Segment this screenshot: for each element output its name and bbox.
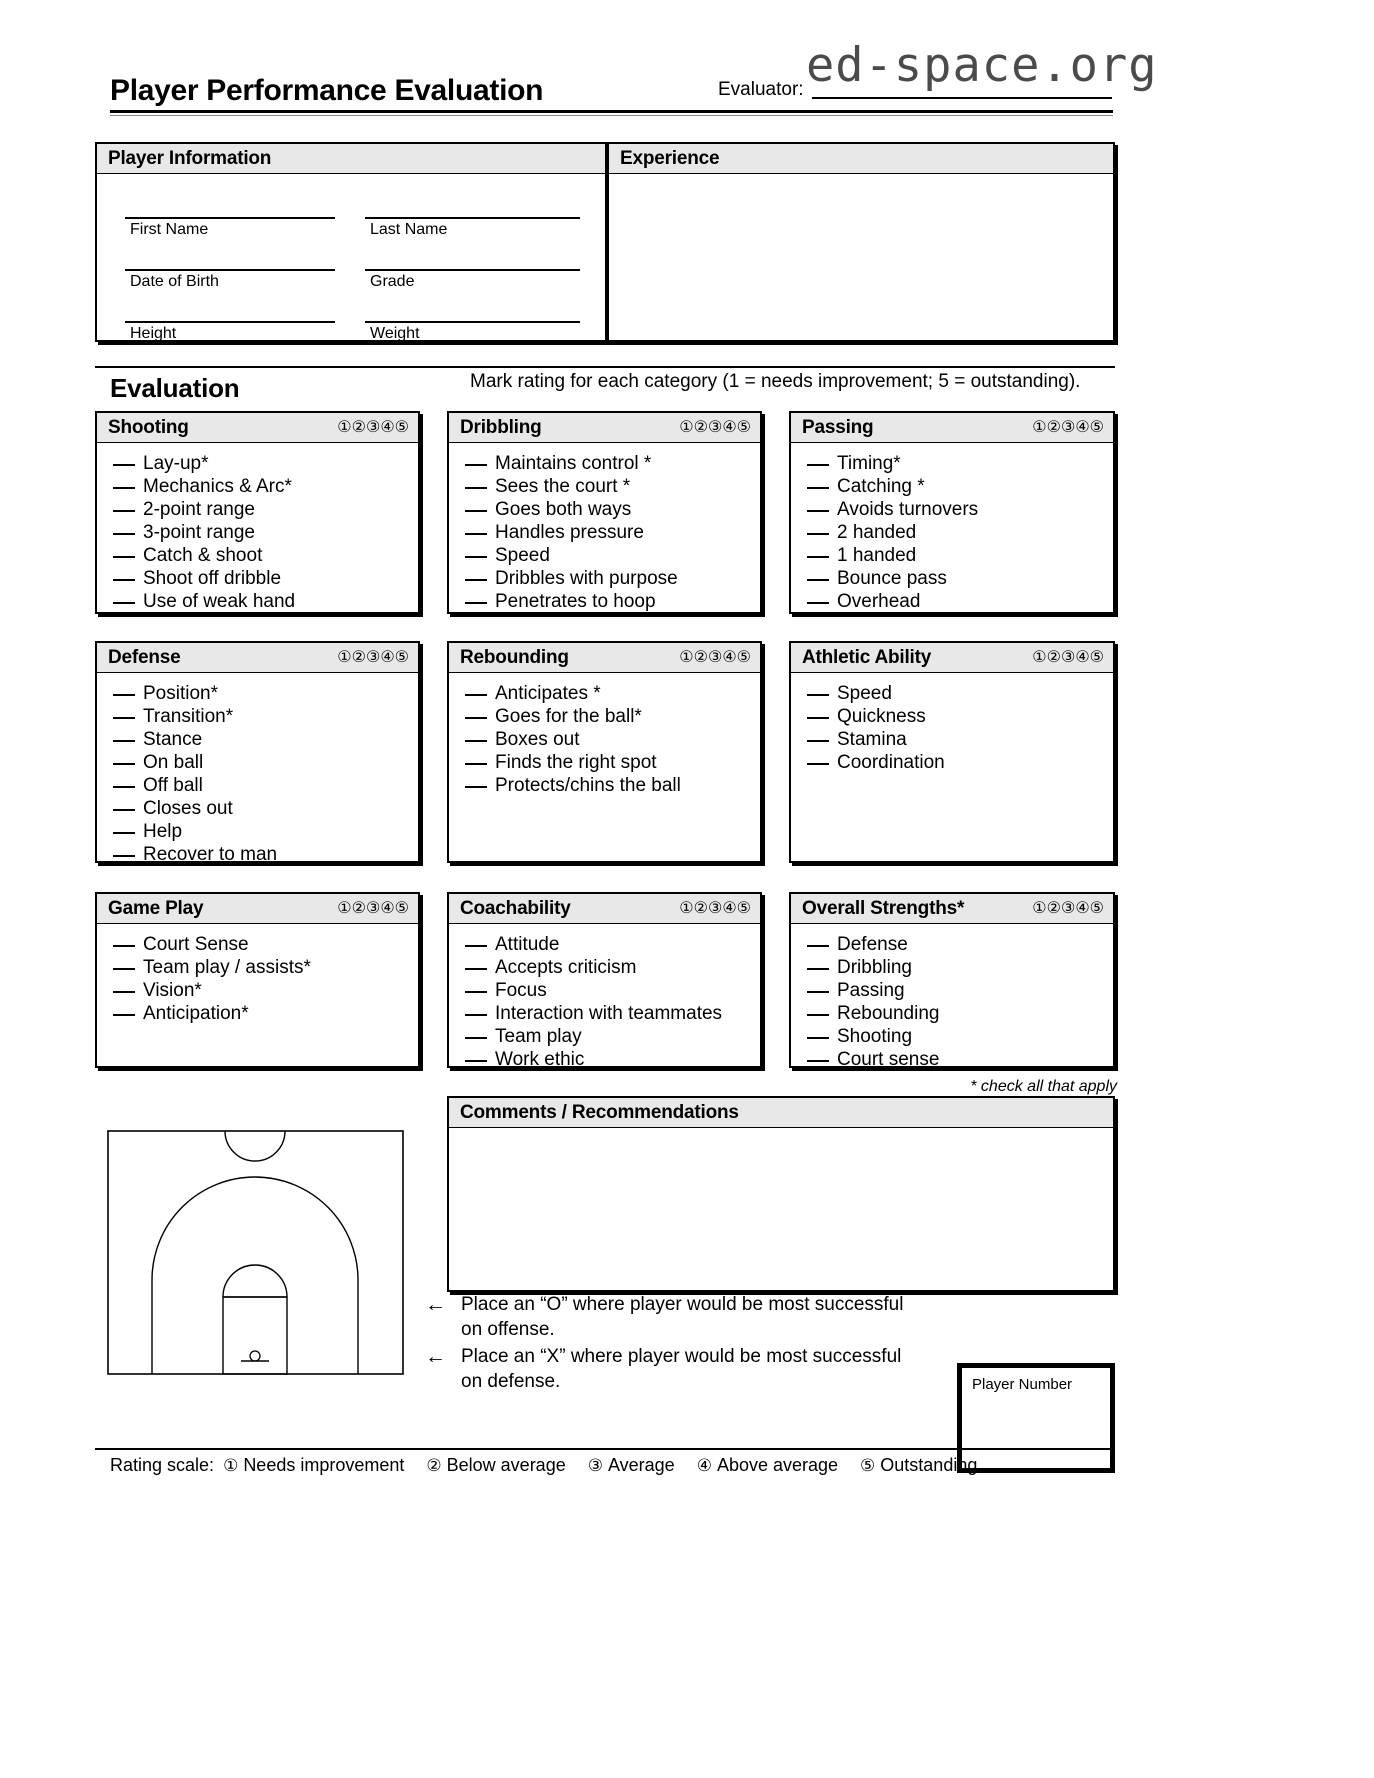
category-athletic-ability-items — [791, 673, 1113, 782]
list-item[interactable] — [791, 979, 1113, 1002]
item-label: Stamina — [837, 729, 907, 750]
item-label: 1 handed — [837, 545, 917, 566]
category-game-play-items — [97, 924, 418, 1033]
category-rebounding — [447, 641, 762, 863]
list-item[interactable] — [791, 933, 1113, 956]
field-last-name[interactable] — [365, 217, 580, 239]
rating-scale-marks[interactable]: ①②③④⑤ — [337, 418, 409, 436]
rating-blank[interactable] — [113, 487, 135, 489]
item-label: Defense — [837, 934, 908, 955]
item-label: Accepts criticism — [495, 957, 637, 978]
list-item[interactable] — [791, 498, 1113, 521]
list-item[interactable] — [97, 933, 418, 956]
list-item[interactable] — [97, 797, 418, 820]
category-dribbling-title: Dribbling — [460, 416, 542, 438]
field-first-name-label: First Name — [130, 221, 209, 238]
list-item[interactable] — [791, 544, 1113, 567]
rating-blank[interactable] — [807, 968, 829, 970]
list-item[interactable] — [791, 682, 1113, 705]
item-label: Position* — [143, 683, 218, 704]
item-label: Dribbling — [837, 957, 912, 978]
left-arrow-icon: ← — [425, 1345, 446, 1368]
court-instructions — [425, 1292, 985, 1396]
category-shooting-title: Shooting — [108, 416, 189, 438]
footer-scale-2-num: ② — [426, 1456, 442, 1475]
field-weight[interactable] — [365, 321, 580, 343]
header-divider-thin — [110, 115, 1113, 116]
item-label: Vision* — [143, 980, 202, 1001]
list-item[interactable] — [97, 979, 418, 1002]
field-date-of-birth[interactable] — [125, 269, 335, 291]
rating-blank[interactable] — [807, 1014, 829, 1016]
category-game-play-title: Game Play — [108, 897, 204, 919]
rating-blank[interactable] — [807, 510, 829, 512]
category-overall-strengths-title: Overall Strengths* — [802, 897, 965, 919]
item-label: 2-point range — [143, 499, 255, 520]
item-label: Bounce pass — [837, 568, 947, 589]
rating-blank[interactable] — [807, 464, 829, 466]
comments-write-area[interactable] — [449, 1128, 1113, 1290]
rating-scale-marks[interactable]: ①②③④⑤ — [679, 899, 751, 917]
rating-blank[interactable] — [113, 809, 135, 811]
category-game-play — [95, 892, 420, 1068]
list-item[interactable] — [97, 774, 418, 797]
rating-blank[interactable] — [465, 945, 487, 947]
rating-blank[interactable] — [807, 717, 829, 719]
rating-scale-marks[interactable]: ①②③④⑤ — [337, 648, 409, 666]
rating-blank[interactable] — [113, 556, 135, 558]
item-label: Overhead — [837, 591, 921, 612]
rating-blank[interactable] — [113, 510, 135, 512]
list-item[interactable] — [97, 498, 418, 521]
experience-title: Experience — [620, 147, 720, 169]
rating-blank[interactable] — [465, 579, 487, 581]
list-item[interactable] — [449, 521, 760, 544]
player-number-inner[interactable] — [961, 1367, 1111, 1469]
evaluation-section-title: Evaluation — [110, 373, 240, 403]
rating-blank[interactable] — [113, 740, 135, 742]
instruction-offense-line1: Place an “O” where player would be most successful — [461, 1294, 904, 1315]
list-item[interactable] — [97, 475, 418, 498]
category-shooting-items — [97, 443, 418, 621]
evaluator-label: Evaluator: — [718, 79, 804, 100]
instruction-offense-text — [461, 1292, 903, 1342]
list-item[interactable] — [97, 1002, 418, 1025]
footer-scale-2 — [426, 1455, 565, 1476]
instruction-defense-line2: on defense. — [461, 1371, 561, 1392]
item-label: Catch & shoot — [143, 545, 263, 566]
player-number-label: Player Number — [972, 1376, 1073, 1393]
rating-blank[interactable] — [465, 533, 487, 535]
list-item[interactable] — [449, 728, 760, 751]
field-date-of-birth-label: Date of Birth — [130, 273, 219, 290]
item-label: Goes both ways — [495, 499, 632, 520]
rating-blank[interactable] — [113, 786, 135, 788]
item-label: Boxes out — [495, 729, 580, 750]
item-label: Recover to man — [143, 844, 278, 865]
player-information-fields — [107, 183, 595, 341]
rating-blank[interactable] — [807, 991, 829, 993]
item-label: Shoot off dribble — [143, 568, 282, 589]
list-item[interactable] — [791, 1025, 1113, 1048]
rating-blank[interactable] — [807, 1037, 829, 1039]
list-item[interactable] — [791, 521, 1113, 544]
category-passing-items — [791, 443, 1113, 621]
footer-scale-4 — [697, 1455, 838, 1476]
list-item[interactable] — [449, 682, 760, 705]
rating-blank[interactable] — [113, 533, 135, 535]
rating-scale-marks[interactable]: ①②③④⑤ — [1032, 648, 1104, 666]
field-last-name-label: Last Name — [370, 221, 448, 238]
item-label: Use of weak hand — [143, 591, 296, 612]
instruction-offense-line2: on offense. — [461, 1319, 555, 1340]
list-item[interactable] — [449, 475, 760, 498]
rating-blank[interactable] — [113, 1014, 135, 1016]
item-label: Stance — [143, 729, 203, 750]
field-grade[interactable] — [365, 269, 580, 291]
list-item[interactable] — [791, 452, 1113, 475]
item-label: Protects/chins the ball — [495, 775, 681, 796]
list-item[interactable] — [449, 590, 760, 613]
rating-blank[interactable] — [465, 602, 487, 604]
experience-header — [609, 144, 1113, 174]
category-defense-title: Defense — [108, 646, 181, 668]
category-athletic-ability — [789, 641, 1115, 863]
rating-blank[interactable] — [465, 991, 487, 993]
item-label: Sees the court * — [495, 476, 631, 497]
list-item[interactable] — [791, 1002, 1113, 1025]
page-title: Player Performance Evaluation — [110, 74, 544, 107]
footer-scale-3 — [588, 1455, 675, 1476]
rating-blank[interactable] — [465, 464, 487, 466]
list-item[interactable] — [791, 751, 1113, 774]
item-label: Passing — [837, 980, 905, 1001]
player-information-header — [97, 144, 605, 174]
category-shooting — [95, 411, 420, 614]
rating-blank[interactable] — [113, 717, 135, 719]
category-coachability — [447, 892, 762, 1068]
comments-title: Comments / Recommendations — [460, 1101, 739, 1123]
rating-blank[interactable] — [465, 1014, 487, 1016]
rating-scale-marks[interactable]: ①②③④⑤ — [337, 899, 409, 917]
rating-blank[interactable] — [807, 602, 829, 604]
rating-blank[interactable] — [113, 832, 135, 834]
item-label: Court sense — [837, 1049, 940, 1070]
list-item[interactable] — [449, 979, 760, 1002]
footer-scale-4-num: ④ — [696, 1456, 712, 1475]
list-item[interactable] — [97, 956, 418, 979]
evaluator-input-line[interactable] — [812, 80, 1112, 99]
item-label: Lay-up* — [143, 453, 209, 474]
list-item[interactable] — [791, 728, 1113, 751]
field-height[interactable] — [125, 321, 335, 343]
field-grade-label: Grade — [370, 273, 415, 290]
experience-panel — [607, 142, 1115, 342]
rating-blank[interactable] — [807, 1060, 829, 1062]
list-item[interactable] — [97, 521, 418, 544]
list-item[interactable] — [97, 544, 418, 567]
item-label: Finds the right spot — [495, 752, 657, 773]
footer-scale-1 — [223, 1455, 404, 1476]
instruction-defense-line1: Place an “X” where player would be most successful — [461, 1346, 902, 1367]
comments-panel — [447, 1096, 1115, 1292]
item-label: Help — [143, 821, 183, 842]
category-coachability-items — [449, 924, 760, 1079]
item-label: Rebounding — [837, 1003, 940, 1024]
rating-blank[interactable] — [807, 740, 829, 742]
rating-blank[interactable] — [113, 579, 135, 581]
rating-blank[interactable] — [113, 945, 135, 947]
list-item[interactable] — [449, 567, 760, 590]
item-label: Goes for the ball* — [495, 706, 642, 727]
rating-blank[interactable] — [807, 533, 829, 535]
item-label: Focus — [495, 980, 547, 1001]
rating-blank[interactable] — [807, 579, 829, 581]
list-item[interactable] — [97, 567, 418, 590]
footer-scale-3-num: ③ — [587, 1456, 603, 1475]
rating-blank[interactable] — [807, 694, 829, 696]
list-item[interactable] — [97, 590, 418, 613]
footer-scale-3-text: Average — [607, 1455, 675, 1475]
rating-blank[interactable] — [465, 717, 487, 719]
instruction-defense — [425, 1344, 985, 1394]
rating-scale-marks[interactable]: ①②③④⑤ — [679, 418, 751, 436]
footer-scale-2-text: Below average — [446, 1455, 566, 1475]
item-label: Maintains control * — [495, 453, 652, 474]
rating-blank[interactable] — [807, 556, 829, 558]
item-label: Anticipates * — [495, 683, 601, 704]
category-defense-header — [97, 643, 418, 673]
rating-blank[interactable] — [465, 968, 487, 970]
instruction-offense — [425, 1292, 985, 1342]
list-item[interactable] — [449, 933, 760, 956]
item-label: Coordination — [837, 752, 945, 773]
item-label: 3-point range — [143, 522, 255, 543]
item-label: Attitude — [495, 934, 560, 955]
list-item[interactable] — [791, 475, 1113, 498]
footer-divider — [95, 1448, 1115, 1450]
evaluation-instruction: Mark rating for each category (1 = needs improvement; 5 = outstanding). — [470, 371, 1081, 392]
item-label: Team play — [495, 1026, 582, 1047]
rating-blank[interactable] — [113, 855, 135, 857]
category-athletic-ability-title: Athletic Ability — [802, 646, 932, 668]
item-label: Work ethic — [495, 1049, 585, 1070]
item-label: Speed — [837, 683, 892, 704]
category-rebounding-items — [449, 673, 760, 805]
item-label: Penetrates to hoop — [495, 591, 656, 612]
list-item[interactable] — [449, 452, 760, 475]
rating-blank[interactable] — [465, 763, 487, 765]
item-label: Anticipation* — [143, 1003, 249, 1024]
list-item[interactable] — [97, 705, 418, 728]
rating-blank[interactable] — [113, 464, 135, 466]
category-defense — [95, 641, 420, 863]
category-overall-strengths-items — [791, 924, 1113, 1079]
field-first-name[interactable] — [125, 217, 335, 239]
item-label: On ball — [143, 752, 204, 773]
item-label: Catching * — [837, 476, 925, 497]
item-label: Team play / assists* — [143, 957, 311, 978]
item-label: Court Sense — [143, 934, 249, 955]
instruction-defense-text — [461, 1344, 901, 1394]
list-item[interactable] — [97, 452, 418, 475]
item-label: 2 handed — [837, 522, 917, 543]
list-item[interactable] — [449, 1048, 760, 1071]
rating-blank[interactable] — [113, 968, 135, 970]
category-dribbling-header — [449, 413, 760, 443]
list-item[interactable] — [97, 728, 418, 751]
category-rebounding-title: Rebounding — [460, 646, 569, 668]
rating-scale-marks[interactable]: ①②③④⑤ — [1032, 418, 1104, 436]
player-information-panel — [95, 142, 607, 342]
footer-rating-scale — [110, 1455, 1120, 1476]
rating-blank[interactable] — [113, 991, 135, 993]
rating-scale-marks[interactable]: ①②③④⑤ — [679, 648, 751, 666]
list-item[interactable] — [449, 544, 760, 567]
item-label: Avoids turnovers — [837, 499, 979, 520]
rating-blank[interactable] — [465, 556, 487, 558]
rating-blank[interactable] — [465, 487, 487, 489]
category-coachability-title: Coachability — [460, 897, 571, 919]
category-passing — [789, 411, 1115, 614]
rating-blank[interactable] — [807, 487, 829, 489]
list-item[interactable] — [449, 751, 760, 774]
header-divider — [110, 110, 1113, 113]
footer-scale-4-text: Above average — [716, 1455, 839, 1475]
rating-blank[interactable] — [113, 763, 135, 765]
list-item[interactable] — [449, 1025, 760, 1048]
category-dribbling-items — [449, 443, 760, 621]
rating-blank[interactable] — [113, 694, 135, 696]
footer-scale-5-num: ⑤ — [860, 1456, 876, 1475]
category-overall-strengths — [789, 892, 1115, 1068]
field-height-label: Height — [130, 325, 177, 342]
rating-blank[interactable] — [465, 740, 487, 742]
footer-scale-1-text: Needs improvement — [243, 1455, 405, 1475]
category-athletic-ability-header — [791, 643, 1113, 673]
list-item[interactable] — [449, 705, 760, 728]
item-label: Transition* — [143, 706, 234, 727]
item-label: Off ball — [143, 775, 203, 796]
site-watermark: ed-space.org — [806, 38, 1158, 93]
category-dribbling — [447, 411, 762, 614]
left-arrow-icon: ← — [425, 1293, 446, 1316]
experience-write-area[interactable] — [609, 174, 1113, 340]
asterisk-footnote: * check all that apply — [970, 1078, 1117, 1095]
rating-blank[interactable] — [807, 945, 829, 947]
list-item[interactable] — [97, 843, 418, 866]
category-rebounding-header — [449, 643, 760, 673]
player-information-title: Player Information — [108, 147, 272, 169]
list-item[interactable] — [449, 774, 760, 797]
list-item[interactable] — [449, 1002, 760, 1025]
item-label: Timing* — [837, 453, 901, 474]
player-information-body — [97, 174, 605, 347]
rating-scale-marks[interactable]: ①②③④⑤ — [1032, 899, 1104, 917]
item-label: Interaction with teammates — [495, 1003, 723, 1024]
rating-blank[interactable] — [807, 763, 829, 765]
list-item[interactable] — [449, 498, 760, 521]
rating-blank[interactable] — [465, 786, 487, 788]
rating-blank[interactable] — [465, 510, 487, 512]
list-item[interactable] — [97, 751, 418, 774]
footer-scale-5 — [860, 1455, 977, 1476]
list-item[interactable] — [791, 705, 1113, 728]
category-coachability-header — [449, 894, 760, 924]
item-label: Speed — [495, 545, 550, 566]
list-item[interactable] — [791, 1048, 1113, 1071]
category-defense-items — [97, 673, 418, 874]
list-item[interactable] — [791, 567, 1113, 590]
basketball-court-diagram[interactable] — [107, 1130, 404, 1375]
item-label: Quickness — [837, 706, 926, 727]
item-label: Handles pressure — [495, 522, 644, 543]
category-overall-strengths-header — [791, 894, 1113, 924]
category-passing-header — [791, 413, 1113, 443]
comments-header — [449, 1098, 1113, 1128]
rating-blank[interactable] — [465, 1037, 487, 1039]
category-passing-title: Passing — [802, 416, 874, 438]
list-item[interactable] — [97, 682, 418, 705]
item-label: Shooting — [837, 1026, 913, 1047]
category-shooting-header — [97, 413, 418, 443]
category-game-play-header — [97, 894, 418, 924]
list-item[interactable] — [449, 956, 760, 979]
list-item[interactable] — [791, 956, 1113, 979]
evaluation-divider — [95, 366, 1115, 368]
footer-scale-1-num: ① — [223, 1456, 239, 1475]
item-label: Dribbles with purpose — [495, 568, 678, 589]
item-label: Mechanics & Arc* — [143, 476, 292, 497]
rating-blank[interactable] — [465, 694, 487, 696]
rating-blank[interactable] — [113, 602, 135, 604]
list-item[interactable] — [791, 590, 1113, 613]
list-item[interactable] — [97, 820, 418, 843]
rating-blank[interactable] — [465, 1060, 487, 1062]
item-label: Closes out — [143, 798, 233, 819]
field-weight-label: Weight — [370, 325, 420, 342]
footer-scale-5-text: Outstanding — [880, 1455, 978, 1475]
evaluator-field-group — [718, 80, 1112, 99]
footer-label: Rating scale: — [110, 1455, 215, 1475]
